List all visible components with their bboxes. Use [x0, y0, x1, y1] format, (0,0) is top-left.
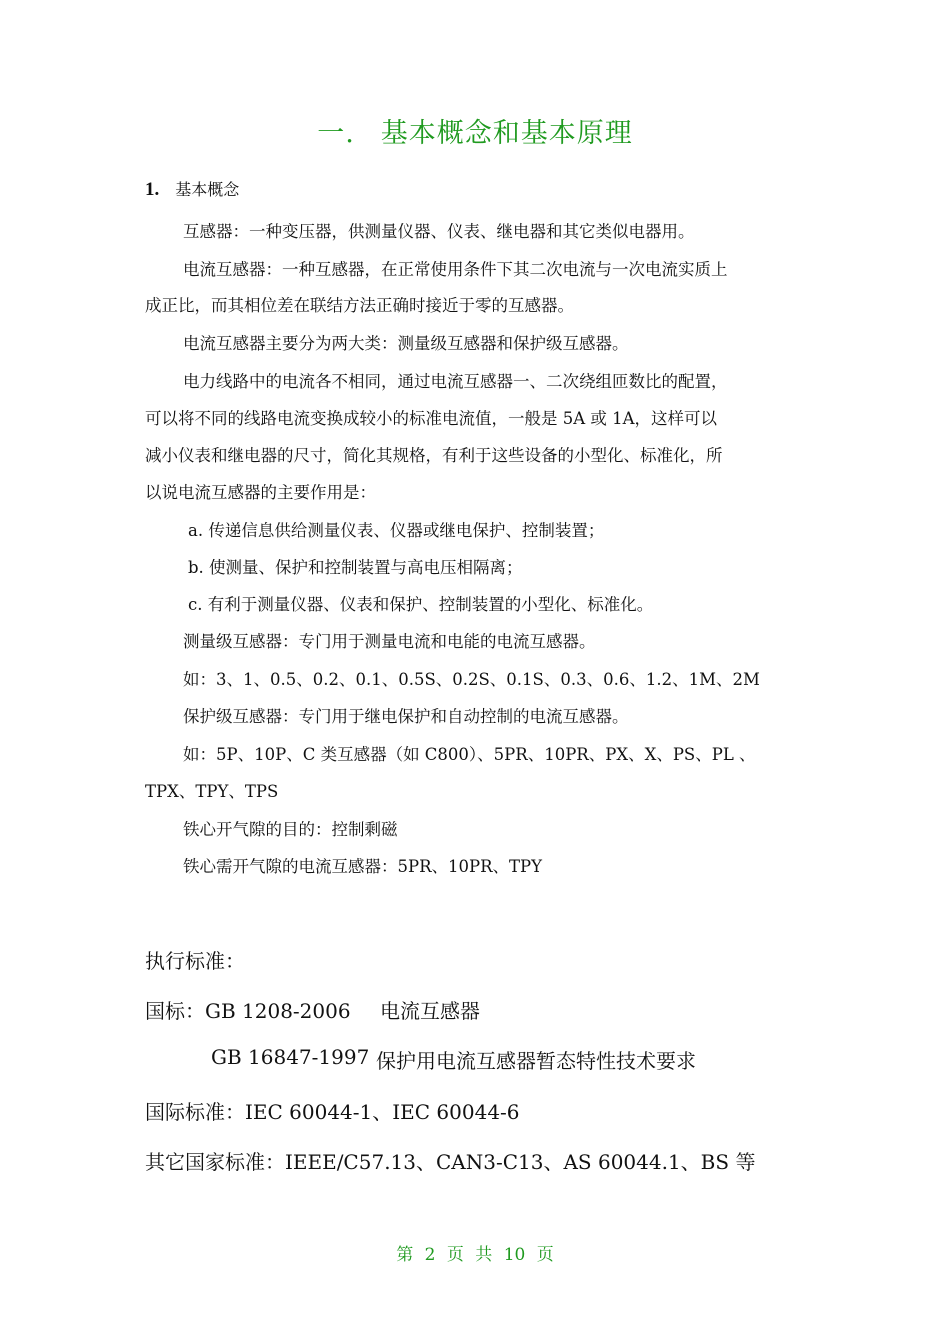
standard-international: 国际标准：IEC 60044-1、IEC 60044-6 — [145, 1100, 520, 1124]
paragraph-purpose-line4: 以说电流互感器的主要作用是： — [145, 483, 376, 502]
paragraph-purpose-line1: 电力线路中的电流各不相同，通过电流互感器一、二次绕组匝数比的配置， — [183, 372, 728, 391]
paragraph-purpose-line2: 可以将不同的线路电流变换成较小的标准电流值，一般是 5A 或 1A，这样可以 — [145, 409, 718, 428]
standard-national-2: GB 16847-1997 — [211, 1045, 370, 1069]
paragraph-categories: 电流互感器主要分为两大类：测量级互感器和保护级互感器。 — [183, 334, 629, 353]
paragraph-protection-class: 保护级互感器：专门用于继电保护和自动控制的电流互感器。 — [183, 707, 629, 726]
paragraph-protection-examples-line2: TPX、TPY、TPS — [145, 782, 279, 801]
chapter-title — [0, 111, 950, 150]
paragraph-protection-examples-line1: 如：5P、10P、C 类互感器（如 C800）、5PR、10PR、PX、X、PS、PL 、 — [183, 745, 756, 764]
paragraph-definition-transformer: 互感器：一种变压器，供测量仪器、仪表、继电器和其它类似电器用。 — [183, 222, 695, 241]
list-item-c: c. 有利于测量仪器、仪表和保护、控制装置的小型化、标准化。 — [188, 595, 654, 614]
page-footer: 第 2 页 共 10 页 — [396, 1245, 554, 1265]
standard-national-1-name: 电流互感器 — [380, 999, 480, 1023]
standard-other-countries: 其它国家标准：IEEE/C57.13、CAN3-C13、AS 60044.1、BS 等 — [145, 1150, 756, 1174]
paragraph-air-gap-purpose: 铁心开气隙的目的：控制剩磁 — [183, 820, 398, 839]
paragraph-definition-ct-line2: 成正比，而其相位差在联结方法正确时接近于零的互感器。 — [145, 296, 574, 315]
standards-heading: 执行标准： — [145, 949, 245, 973]
list-item-b: b. 使测量、保护和控制装置与高电压相隔离； — [188, 558, 523, 577]
section-heading — [145, 177, 239, 201]
standard-national-2-name: 保护用电流互感器暂态特性技术要求 — [376, 1049, 696, 1073]
section-number: 1. — [145, 179, 160, 200]
chapter-number: 一. — [317, 118, 355, 149]
paragraph-purpose-line3: 减小仪表和继电器的尺寸，简化其规格，有利于这些设备的小型化、标准化，所 — [145, 446, 723, 465]
standard-national-1: 国标：GB 1208-2006 — [145, 999, 351, 1023]
paragraph-air-gap-types: 铁心需开气隙的电流互感器：5PR、10PR、TPY — [183, 857, 543, 876]
list-item-a: a. 传递信息供给测量仪表、仪器或继电保护、控制装置； — [188, 521, 605, 540]
paragraph-measuring-examples: 如：3、1、0.5、0.2、0.1、0.5S、0.2S、0.1S、0.3、0.6、1.2、1M、2M — [183, 670, 760, 689]
chapter-title-text: 基本概念和基本原理 — [380, 118, 633, 149]
section-title-text: 基本概念 — [175, 180, 240, 199]
paragraph-definition-ct-line1: 电流互感器：一种互感器，在正常使用条件下其二次电流与一次电流实质上 — [183, 260, 728, 279]
paragraph-measuring-class: 测量级互感器：专门用于测量电流和电能的电流互感器。 — [183, 632, 596, 651]
